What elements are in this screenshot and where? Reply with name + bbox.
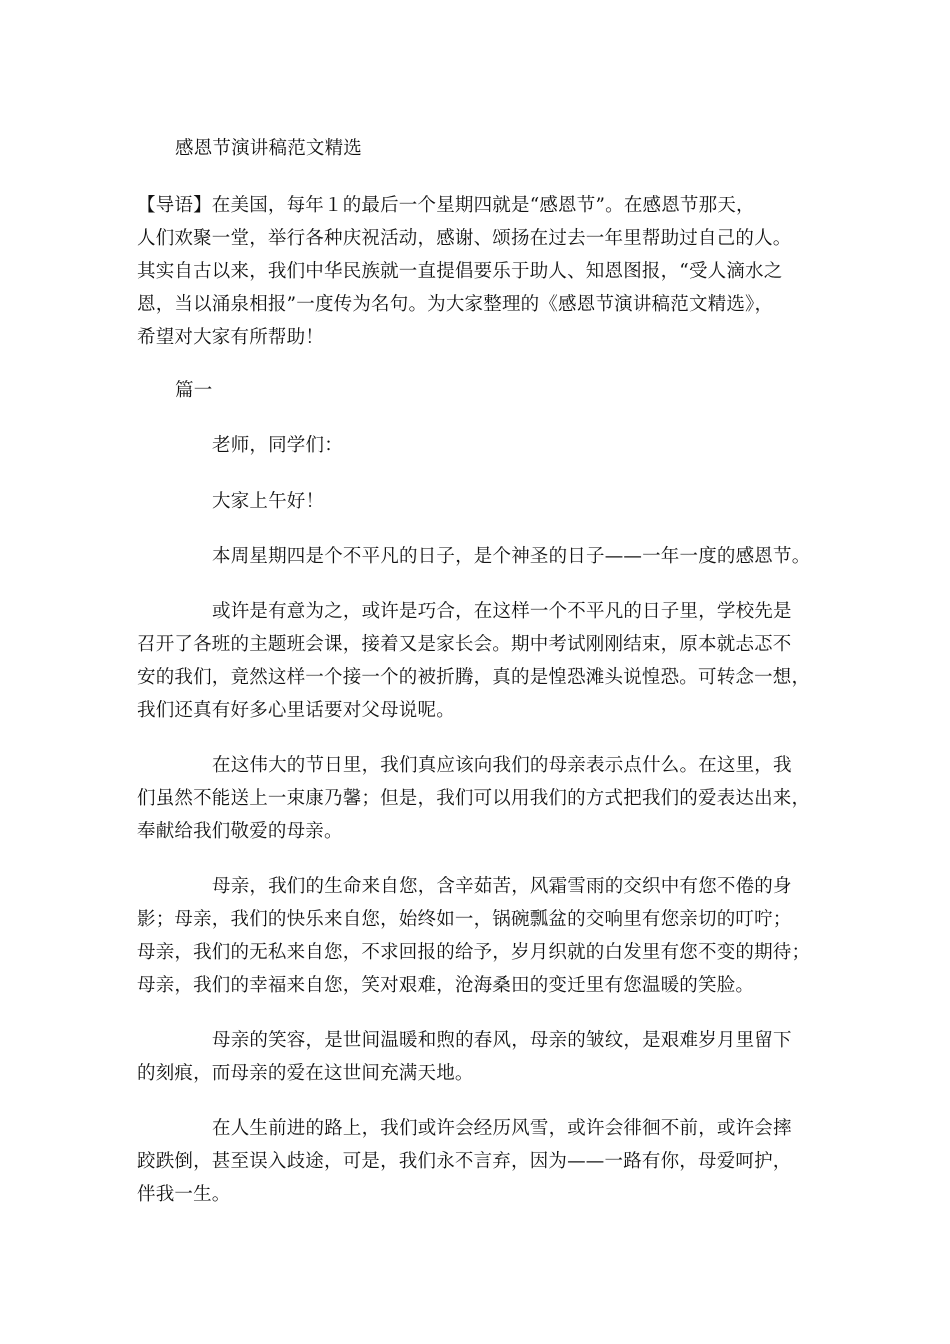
paragraph-line: 影；母亲，我们的快乐来自您，始终如一，锅碗瓢盆的交响里有您亲切的叮咛； <box>137 909 792 930</box>
paragraph-line: 母亲的笑容，是世间温暖和煦的春风，母亲的皱纹，是艰难岁月里留下 <box>212 1030 792 1051</box>
paragraph-line: 伴我一生。 <box>137 1184 231 1205</box>
intro-line: 【导语】在美国，每年１的最后一个星期四就是“感恩节”。在感恩节那天， <box>137 195 755 216</box>
section-label: 篇一 <box>175 380 213 401</box>
paragraph-line: 母亲，我们的生命来自您，含辛茹苦，风霜雪雨的交织中有您不倦的身 <box>212 876 792 897</box>
paragraph-line: 母亲，我们的无私来自您，不求回报的给予，岁月织就的白发里有您不变的期待； <box>137 942 811 963</box>
salutation: 老师，同学们： <box>212 435 343 456</box>
paragraph-line: 本周星期四是个不平凡的日子，是个神圣的日子——一年一度的感恩节。 <box>212 546 811 567</box>
paragraph-line: 奉献给我们敬爱的母亲。 <box>137 821 343 842</box>
paragraph-line: 召开了各班的主题班会课，接着又是家长会。期中考试刚刚结束，原本就忐忑不 <box>137 634 792 655</box>
paragraph-line: 的刻痕，而母亲的爱在这世间充满天地。 <box>137 1063 474 1084</box>
paragraph-line: 母亲，我们的幸福来自您，笑对艰难，沧海桑田的变迁里有您温暖的笑脸。 <box>137 975 755 996</box>
intro-line: 希望对大家有所帮助！ <box>137 327 325 348</box>
paragraph-line: 跤跌倒，甚至误入歧途，可是，我们永不言弃，因为——一路有你，母爱呵护， <box>137 1151 792 1172</box>
paragraph-line: 安的我们，竟然这样一个接一个的被折腾，真的是惶恐滩头说惶恐。可转念一想， <box>137 667 811 688</box>
paragraph-line: 或许是有意为之，或许是巧合，在这样一个不平凡的日子里，学校先是 <box>212 601 792 622</box>
paragraph-line: 们虽然不能送上一束康乃馨；但是，我们可以用我们的方式把我们的爱表达出来， <box>137 788 811 809</box>
intro-line: 人们欢聚一堂，举行各种庆祝活动，感谢、颂扬在过去一年里帮助过自己的人。 <box>137 228 792 249</box>
greeting: 大家上午好！ <box>212 491 325 512</box>
intro-line: 恩，当以涌泉相报”一度传为名句。为大家整理的《感恩节演讲稿范文精选》， <box>137 294 774 315</box>
intro-line: 其实自古以来，我们中华民族就一直提倡要乐于助人、知恩图报，“受人滴水之 <box>137 261 783 282</box>
paragraph-line: 我们还真有好多心里话要对父母说呢。 <box>137 700 455 721</box>
paragraph-line: 在人生前进的路上，我们或许会经历风雪，或许会徘徊不前，或许会摔 <box>212 1118 792 1139</box>
document-title: 感恩节演讲稿范文精选 <box>175 138 363 159</box>
paragraph-line: 在这伟大的节日里，我们真应该向我们的母亲表示点什么。在这里，我 <box>212 755 792 776</box>
